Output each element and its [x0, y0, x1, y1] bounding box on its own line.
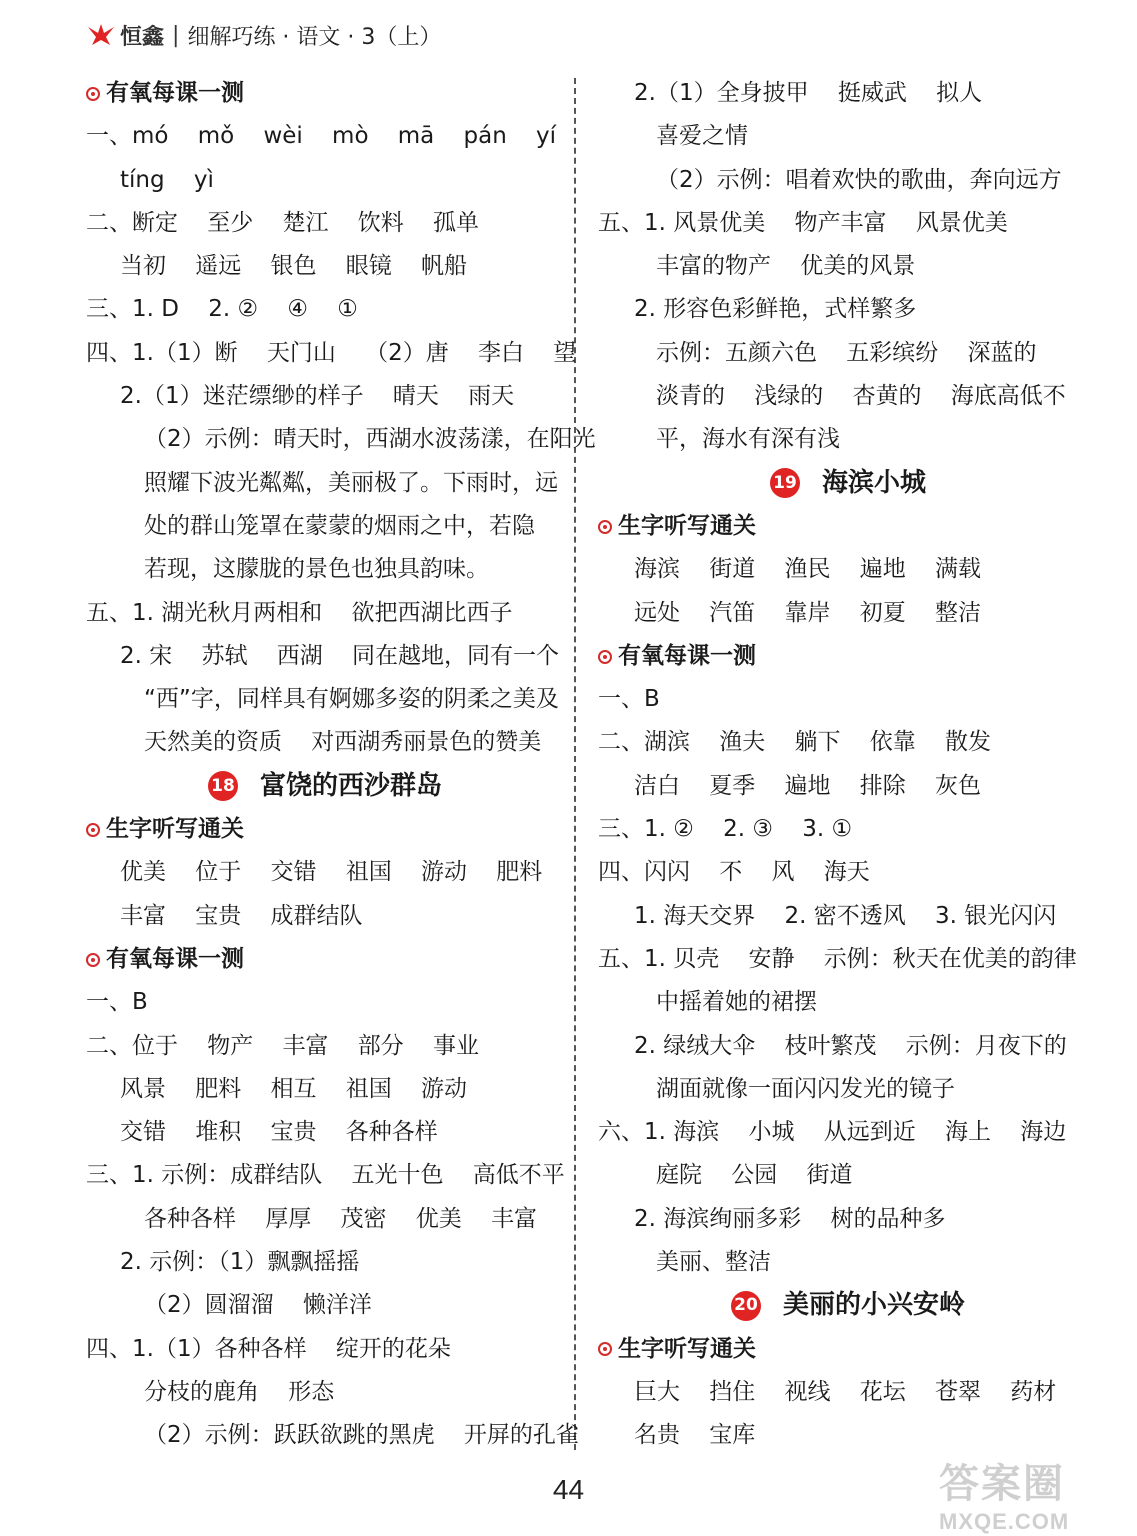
answer-line: 分枝的鹿角 形态: [144, 1378, 335, 1405]
answer-line: 美丽、整洁: [656, 1249, 771, 1276]
target-bullet-icon: [86, 87, 100, 101]
answer-line: 四、1.（1）各种各样 绽开的花朵: [86, 1335, 451, 1362]
answer-line: 处的群山笼罩在蒙蒙的烟雨之中，若隐: [144, 512, 535, 539]
section-heading: [598, 505, 1098, 548]
answer-line: 洁白 夏季 遍地 排除 灰色: [634, 772, 981, 799]
publisher-logo: [86, 20, 164, 51]
answer-line: 远处 汽笛 靠岸 初夏 整洁: [634, 599, 981, 626]
answer-line: （2）示例：晴天时，西湖水波荡漾，在阳光: [144, 426, 596, 453]
answer-line: 五、1. 风景优美 物产丰富 风景优美: [598, 209, 1008, 236]
bird-logo-icon: [86, 21, 116, 49]
answer-line: “西”字，同样具有婀娜多姿的阴柔之美及: [144, 686, 559, 713]
answer-line: 五、1. 湖光秋月两相和 欲把西湖比西子: [86, 599, 513, 626]
answer-line: 天然美的资质 对西湖秀丽景色的赞美: [144, 729, 542, 756]
lesson-title-text: 海滨小城: [821, 467, 926, 498]
answer-line: 交错 堆积 宝贵 各种各样: [120, 1119, 438, 1146]
answer-line: 若现，这朦胧的景色也独具韵味。: [144, 556, 489, 583]
section-heading: [86, 72, 564, 115]
lesson-title-text: 美丽的小兴安岭: [782, 1290, 965, 1321]
section-heading: [86, 808, 564, 851]
answer-line: 一、B: [598, 686, 660, 713]
answer-line: 巨大 挡住 视线 花坛 苍翠 药材: [634, 1378, 1057, 1405]
answer-line: 2. 形容色彩鲜艳，式样繁多: [634, 296, 917, 323]
answer-line: 平，海水有深有浅: [656, 426, 840, 453]
brand-name: 恒鑫: [120, 24, 165, 50]
answer-line: tíng yì: [120, 166, 214, 193]
answer-line: 湖面就像一面闪闪发光的镜子: [656, 1075, 955, 1102]
answer-line: 四、闪闪 不 风 海天: [598, 859, 870, 886]
answer-line: 喜爱之情: [656, 123, 748, 150]
answer-line: （2）示例：唱着欢快的歌曲，奔向远方: [656, 166, 1062, 193]
section-heading-text: 有氧每课一测: [618, 642, 756, 669]
target-bullet-icon: [86, 953, 100, 967]
section-heading-text: 有氧每课一测: [106, 945, 244, 972]
answer-line: 2.（1）全身披甲 挺威武 拟人: [634, 80, 983, 106]
answer-line: （2）圆溜溜 懒洋洋: [144, 1292, 372, 1319]
answer-line: 丰富 宝贵 成群结队: [120, 902, 363, 929]
watermark-bottom-text: MXQE.COM: [939, 1509, 1070, 1534]
answer-line: 六、1. 海滨 小城 从远到近 海上 海边: [598, 1119, 1067, 1146]
answer-line: 海滨 街道 渔民 遍地 满载: [634, 556, 981, 583]
right-column: [598, 72, 1098, 1458]
answer-line: 中摇着她的裙摆: [656, 989, 817, 1016]
answer-line: 三、1. ② 2. ③ 3. ①: [598, 816, 853, 843]
lesson-title: [598, 1284, 1098, 1327]
target-bullet-icon: [598, 520, 612, 534]
lesson-title-text: 富饶的西沙群岛: [259, 770, 442, 801]
answer-line: 示例：五颜六色 五彩缤纷 深蓝的: [656, 339, 1037, 366]
target-bullet-icon: [598, 650, 612, 664]
answer-line: 1. 海天交界 2. 密不透风 3. 银光闪闪: [634, 902, 1057, 929]
book-title: 细解巧练 · 语文 · 3（上）: [187, 24, 442, 50]
answer-line: 三、1. D 2. ② ④ ①: [86, 296, 358, 323]
answer-line: 一、B: [86, 989, 148, 1016]
column-divider: [574, 78, 576, 1450]
lesson-title: [598, 462, 1098, 505]
section-heading-text: 生字听写通关: [618, 512, 756, 539]
lesson-number-badge: 19: [770, 468, 800, 498]
answer-line: 风景 肥料 相互 祖国 游动: [120, 1075, 467, 1102]
answer-line: 名贵 宝库: [634, 1422, 756, 1449]
answer-line: 三、1. 示例：成群结队 五光十色 高低不平: [86, 1162, 565, 1189]
section-heading-text: 有氧每课一测: [106, 80, 244, 106]
lesson-title: [86, 765, 564, 808]
section-heading: [598, 635, 1098, 678]
answer-line: 2. 海滨绚丽多彩 树的品种多: [634, 1205, 946, 1232]
answer-line: 庭院 公园 街道: [656, 1162, 853, 1189]
answer-line: 二、位于 物产 丰富 部分 事业: [86, 1032, 479, 1059]
section-heading-text: 生字听写通关: [106, 816, 244, 843]
target-bullet-icon: [86, 823, 100, 837]
answer-line: 丰富的物产 优美的风景: [656, 253, 916, 280]
answer-line: 优美 位于 交错 祖国 游动 肥料: [120, 859, 543, 886]
answer-line: 淡青的 浅绿的 杏黄的 海底高低不: [656, 383, 1066, 410]
answer-line: 五、1. 贝壳 安静 示例：秋天在优美的韵律: [598, 945, 1077, 972]
page-header: [86, 18, 441, 52]
left-column: [86, 72, 596, 1458]
section-heading: [86, 938, 564, 981]
answer-line: 当初 遥远 银色 眼镜 帆船: [120, 253, 467, 280]
answer-line: 2. 宋 苏轼 西湖 同在越地，同有一个: [120, 642, 559, 669]
answer-line: 2. 示例：（1）飘飘摇摇: [120, 1249, 360, 1276]
answer-line: 二、湖滨 渔夫 躺下 依靠 散发: [598, 729, 991, 756]
page-number: 44: [552, 1474, 585, 1505]
answer-line: 2.（1）迷茫缥缈的样子 晴天 雨天: [120, 383, 515, 410]
header-separator: |: [172, 22, 180, 48]
answer-line: 各种各样 厚厚 茂密 优美 丰富: [144, 1205, 537, 1232]
lesson-number-badge: 20: [731, 1291, 761, 1321]
answer-line: 2. 绿绒大伞 枝叶繁茂 示例：月夜下的: [634, 1032, 1067, 1059]
section-heading-text: 生字听写通关: [618, 1335, 756, 1362]
answer-line: （2）示例：跃跃欲跳的黑虎 开屏的孔雀: [144, 1422, 579, 1449]
lesson-number-badge: 18: [208, 771, 238, 801]
section-heading: [598, 1328, 1098, 1371]
target-bullet-icon: [598, 1342, 612, 1356]
answer-line: 四、1.（1）断 天门山 （2）唐 李白 望: [86, 339, 577, 366]
watermark-logo: [939, 1452, 1119, 1532]
watermark-top-text: 答案圈: [939, 1462, 1065, 1506]
answer-line: 照耀下波光粼粼，美丽极了。下雨时，远: [144, 469, 558, 496]
answer-line: 一、mó mǒ wèi mò mā pán yí: [86, 123, 557, 150]
answer-line: 二、断定 至少 楚江 饮料 孤单: [86, 209, 479, 236]
